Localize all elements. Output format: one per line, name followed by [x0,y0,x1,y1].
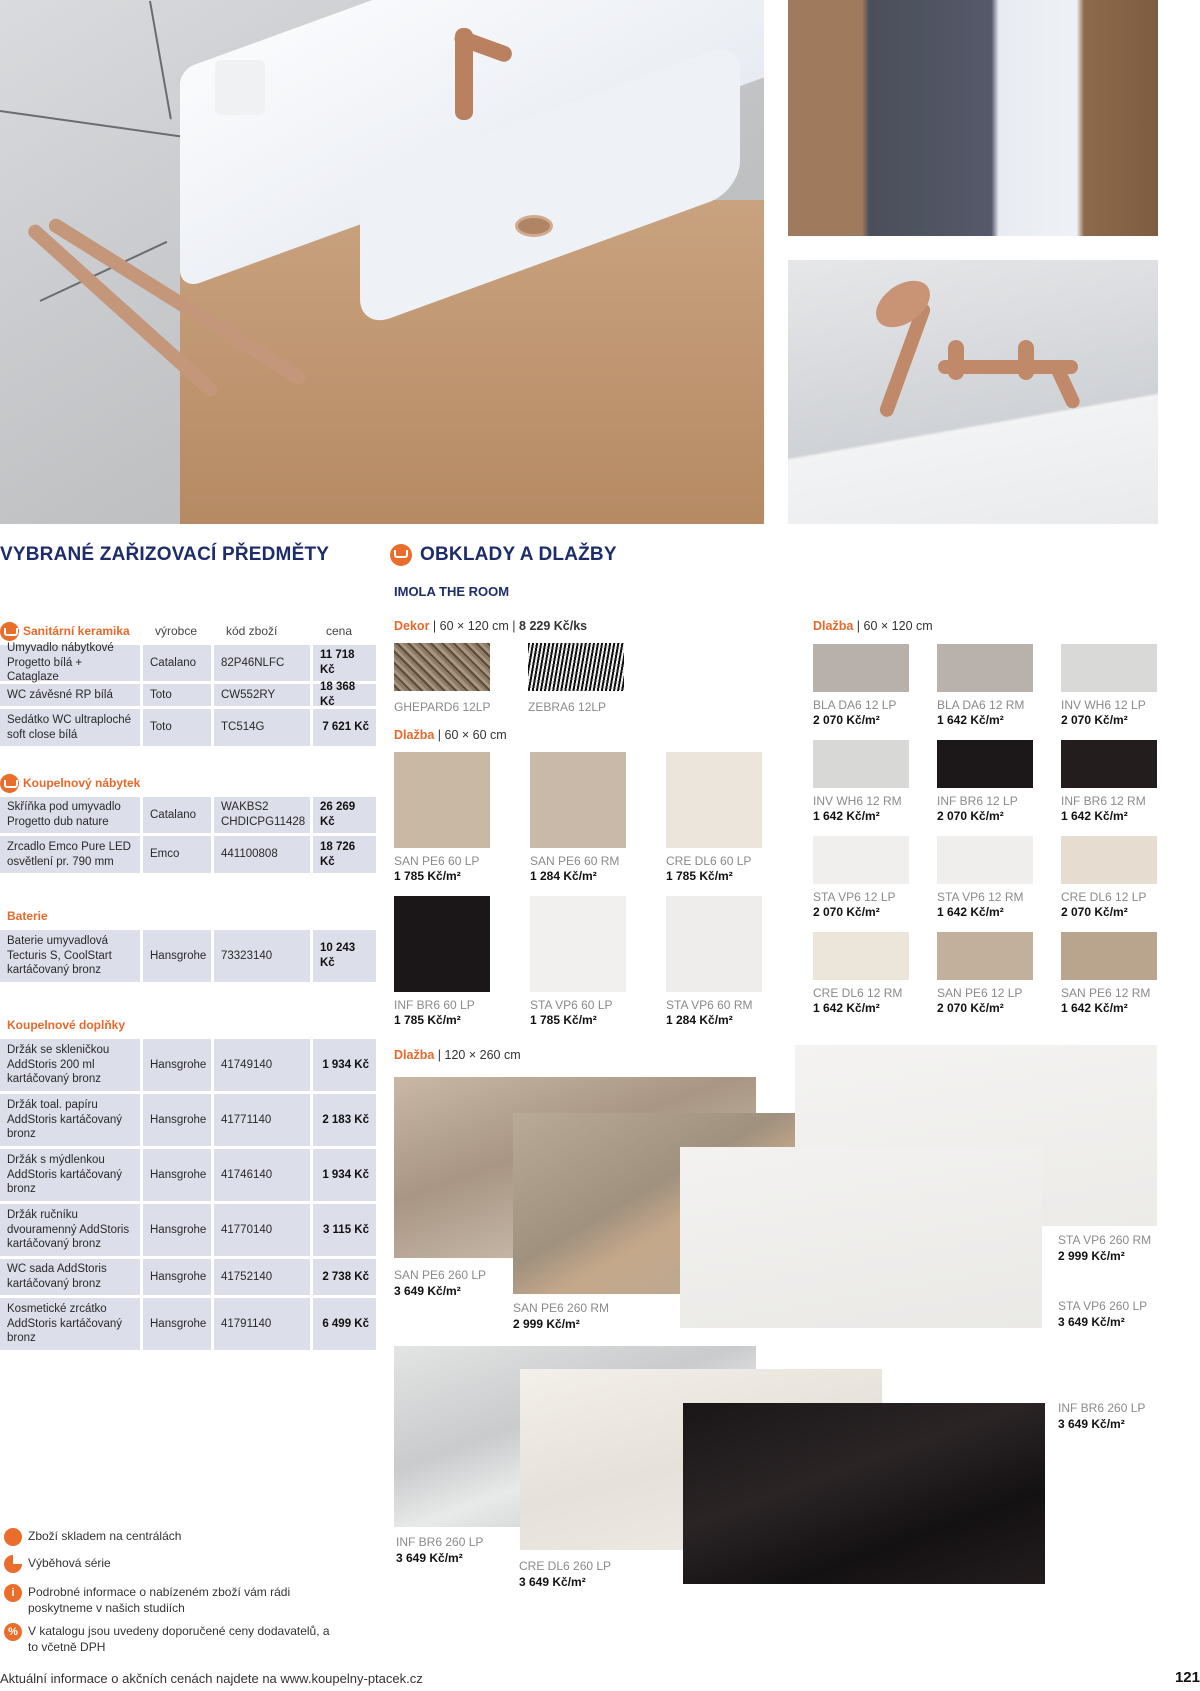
tile-price: 1 642 Kč/m² [813,809,880,823]
section-header-sanitary: Sanitární keramika výrobce kód zboží cena [0,620,376,642]
tile-ghepard [394,643,490,691]
tile-swatch [1061,932,1157,980]
page-number: 121 [1174,1669,1200,1686]
tile-swatch [394,896,490,992]
tile-code: INF BR6 12 LP [937,794,1018,808]
table-row: Sedátko WC ultraploché soft close bílá Toto TC514G 7 621 Kč [0,709,376,746]
tile-swatch [666,752,762,848]
cart-icon [390,544,412,566]
series-name: IMOLA THE ROOM [394,584,510,599]
tile-swatch [937,740,1033,788]
cart-icon [0,774,19,793]
table-row: Držák toal. papíru AddStoris kartáčovaný bronz Hansgrohe 41771140 2 183 Kč [0,1094,376,1146]
tile-swatch [937,836,1033,884]
tile-code: SAN PE6 60 LP [394,854,480,868]
legend-item-info: i Podrobné informace o nabízeném zboží vám rádi poskytneme v našich studiích [4,1584,304,1616]
tile-price: 2 070 Kč/m² [813,905,880,919]
legend-item-stock: Zboží skladem na centrálách [4,1528,181,1546]
table-row: WC sada AddStoris kartáčovaný bronz Hansgrohe 41752140 2 738 Kč [0,1259,376,1295]
tile-price: 2 070 Kč/m² [1061,905,1128,919]
tile-price: 2 070 Kč/m² [1061,713,1128,727]
dlazba-120-header: Dlažba | 60 × 120 cm [813,619,933,633]
cart-icon [0,622,19,641]
table-row: Baterie umyvadlová Tecturis S, CoolStart kartáčovaný bronz Hansgrohe 73323140 10 243 Kč [0,930,376,982]
tile-code: BLA DA6 12 LP [813,698,897,712]
tile-price: 1 785 Kč/m² [666,869,733,883]
tile-swatch [1061,836,1157,884]
legend-item-discontinued: Výběhová série [4,1555,111,1573]
page-title-right: OBKLADY A DLAŽBY [390,544,617,566]
dlazba-260-header: Dlažba | 120 × 260 cm [394,1048,521,1062]
tile-price: 1 284 Kč/m² [666,1013,733,1027]
tile-price: 1 785 Kč/m² [530,1013,597,1027]
tile-price: 1 785 Kč/m² [394,1013,461,1027]
table-row: Držák se skleničkou AddStoris 200 ml kartáčovaný bronz Hansgrohe 41749140 1 934 Kč [0,1039,376,1091]
tile-code: CRE DL6 12 LP [1061,890,1147,904]
tile-swatch [1061,644,1157,692]
tile-swatch [937,932,1033,980]
tile-swatch [813,644,909,692]
tile-swatch [937,644,1033,692]
products-table [0,620,376,1350]
tile-price: 1 284 Kč/m² [530,869,597,883]
tile-swatch [394,752,490,848]
dekor-header: Dekor | 60 × 120 cm | 8 229 Kč/ks [394,619,588,633]
table-row: Držák s mýdlenkou AddStoris kartáčovaný bronz Hansgrohe 41746140 1 934 Kč [0,1149,376,1201]
tile-swatch [530,752,626,848]
bathroom-vanity-photo [0,0,764,524]
percent-icon: % [4,1623,22,1641]
legend-item-prices: % V katalogu jsou uvedeny doporučené ceny dodavatelů, a to včetně DPH [4,1623,334,1655]
tile-sta-vp6-260-lp [680,1147,1042,1328]
tile-price: 1 642 Kč/m² [937,905,1004,919]
tile-code: STA VP6 12 LP [813,890,896,904]
tile-swatch [666,896,762,992]
tile-swatch [813,836,909,884]
footer-text: Aktuální informace o akčních cenách najdete na www.koupelny-ptacek.cz [0,1671,423,1686]
tile-code: STA VP6 60 RM [666,998,753,1012]
tile-price: 1 642 Kč/m² [1061,809,1128,823]
page-title-left: VYBRANÉ ZAŘIZOVACÍ PŘEDMĚTY [0,544,330,565]
tile-price: 2 070 Kč/m² [813,713,880,727]
tile-swatch [1061,740,1157,788]
table-row: Kosmetické zrcátko AddStoris kartáčovaný bronz Hansgrohe 41791140 6 499 Kč [0,1298,376,1350]
section-header-accessories: Koupelnové doplňky [7,1018,126,1032]
table-row: Držák ručníku dvouramenný AddStoris kartáčovaný bronz Hansgrohe 41770140 3 115 Kč [0,1204,376,1256]
mirror-cabinet-photo [788,0,1158,236]
tile-code: SAN PE6 60 RM [530,854,620,868]
tile-swatch [530,896,626,992]
pie-icon [4,1555,22,1573]
tile-code: CRE DL6 60 LP [666,854,752,868]
tile-code: CRE DL6 12 RM [813,986,903,1000]
bath-shower-photo [788,260,1158,524]
tile-code: STA VP6 60 LP [530,998,613,1012]
tile-swatch [813,932,909,980]
tile-price: 1 785 Kč/m² [394,869,461,883]
table-row: Zrcadlo Emco Pure LED osvětlení pr. 790 mm Emco 441100808 18 726 Kč [0,836,376,873]
tile-price: 1 642 Kč/m² [813,1001,880,1015]
section-header-faucets: Baterie [7,909,48,923]
tile-code: BLA DA6 12 RM [937,698,1025,712]
section-header-furniture: Koupelnový nábytek [0,772,376,794]
tile-code: SAN PE6 12 RM [1061,986,1151,1000]
tile-code: INV WH6 12 LP [1061,698,1146,712]
tile-code: INV WH6 12 RM [813,794,902,808]
tile-code: INF BR6 60 LP [394,998,475,1012]
tile-inf-br6-260-lp [683,1403,1045,1584]
tile-code: SAN PE6 12 LP [937,986,1023,1000]
cart-icon [4,1528,22,1546]
tile-price: 1 642 Kč/m² [937,713,1004,727]
tile-code: INF BR6 12 RM [1061,794,1146,808]
tile-price: 2 070 Kč/m² [937,809,1004,823]
table-row: Skříňka pod umyvadlo Progetto dub nature Catalano WAKBS2 CHDICPG11428 26 269 Kč [0,797,376,833]
tile-price: 1 642 Kč/m² [1061,1001,1128,1015]
info-icon: i [4,1584,22,1602]
table-row: Umyvadlo nábytkové Progetto bílá + Cataglaze Catalano 82P46NLFC 11 718 Kč [0,645,376,681]
dlazba-60-header: Dlažba | 60 × 60 cm [394,728,507,742]
table-row: WC závěsné RP bílá Toto CW552RY 18 368 Kč [0,684,376,706]
tile-code: STA VP6 12 RM [937,890,1024,904]
tile-price: 2 070 Kč/m² [937,1001,1004,1015]
tile-zebra [528,643,624,691]
tile-swatch [813,740,909,788]
